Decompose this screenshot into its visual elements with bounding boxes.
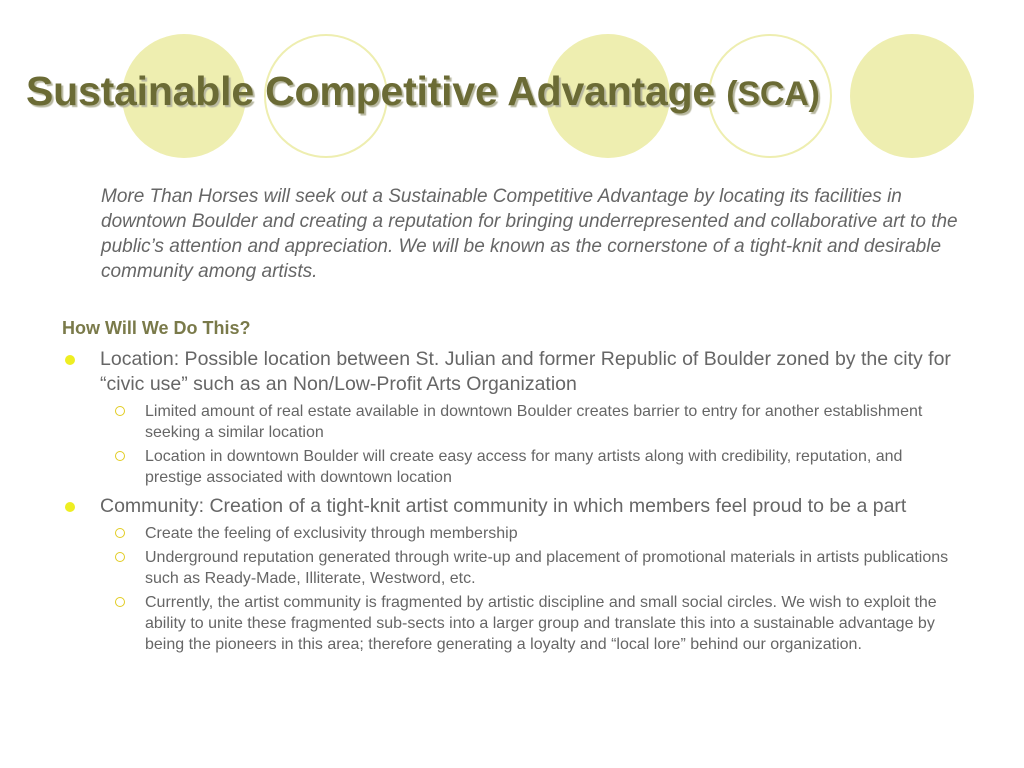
sub-bullet-text: Currently, the artist community is fragmented by artistic discipline and small social circles. We wish to exploit the ability to unite these fragmented sub-sects into a larger group and translate this into a sustainable advantage by being the pioneers in this area; therefore generating a loyalty and “local lore” behind our organization. bbox=[145, 594, 937, 653]
sub-bullet-text: Limited amount of real estate available in downtown Boulder creates barrier to entry for another establishment seeking a similar location bbox=[145, 403, 923, 441]
intro-paragraph: More Than Horses will seek out a Sustainable Competitive Advantage by locating its facilities in downtown Boulder and creating a reputation for bringing underrepresented and collaborative art to the public’s attention and appreciation. We will be known as the cornerstone of a tight-knit and desirable community among artists. bbox=[101, 186, 958, 282]
section-heading: How Will We Do This? bbox=[62, 318, 251, 338]
bullet-ring-icon bbox=[115, 528, 125, 538]
slide-title bbox=[26, 68, 820, 115]
bullet-ring-icon bbox=[115, 552, 125, 562]
bullet-text: Location: Possible location between St. Julian and former Republic of Boulder zoned by the city for “civic use” such as an Non/Low-Profit Arts Organization bbox=[100, 348, 951, 395]
bullet-dot-icon bbox=[65, 502, 75, 512]
sub-bullet-item bbox=[62, 592, 962, 655]
bullet-ring-icon bbox=[115, 406, 125, 416]
bullet-dot-icon bbox=[65, 355, 75, 365]
bullet-list bbox=[62, 347, 962, 661]
bullet-ring-icon bbox=[115, 451, 125, 461]
sub-bullet-text: Location in downtown Boulder will create easy access for many artists along with credibility, reputation, and prestige associated with downtown location bbox=[145, 448, 903, 486]
decorative-circle-filled bbox=[850, 34, 974, 158]
sub-bullet-item bbox=[62, 401, 962, 443]
title-main: Sustainable Competitive Advantage bbox=[26, 68, 716, 114]
sub-bullet-list bbox=[100, 523, 962, 655]
bullet-item-community bbox=[62, 494, 962, 655]
sub-bullet-item bbox=[62, 547, 962, 589]
sub-bullet-list bbox=[100, 401, 962, 488]
sub-bullet-text: Underground reputation generated through write-up and placement of promotional materials in artists publications such as Ready-Made, Illiterate, Westword, etc. bbox=[145, 549, 949, 587]
sub-bullet-item bbox=[62, 446, 962, 488]
sub-bullet-text: Create the feeling of exclusivity through membership bbox=[145, 525, 518, 542]
sub-bullet-item bbox=[62, 523, 962, 544]
bullet-item-location bbox=[62, 347, 962, 488]
bullet-ring-icon bbox=[115, 597, 125, 607]
title-abbreviation: (SCA) bbox=[726, 75, 820, 113]
bullet-text: Community: Creation of a tight-knit artist community in which members feel proud to be a part bbox=[100, 495, 907, 517]
